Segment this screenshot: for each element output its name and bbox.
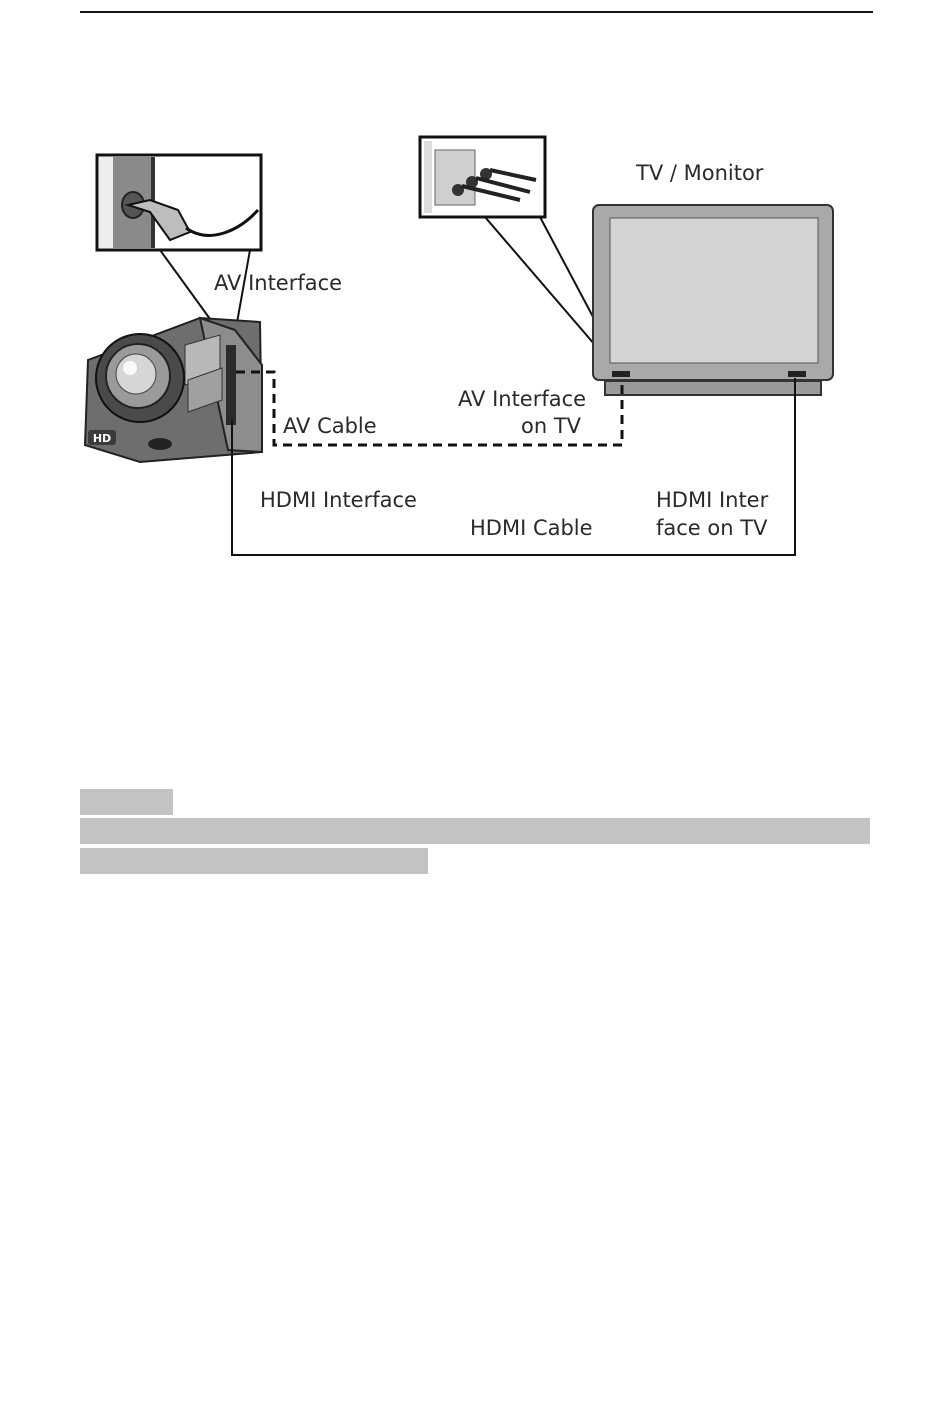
tv-monitor-icon xyxy=(593,205,833,395)
tv-inset-callout-line-right xyxy=(540,217,600,330)
av-interface-on-tv-label-line1: AV Interface xyxy=(458,387,587,411)
connection-diagram xyxy=(0,0,950,600)
tv-monitor-label: TV / Monitor xyxy=(636,161,764,185)
av-cable-label: AV Cable xyxy=(283,414,377,438)
camera-icon xyxy=(85,318,262,462)
hdmi-cable-label: HDMI Cable xyxy=(470,516,593,540)
redacted-heading xyxy=(80,789,173,815)
camera-av-port-inset xyxy=(97,155,261,250)
camera-hd-badge: HD xyxy=(92,432,112,445)
av-interface-label: AV Interface xyxy=(214,271,343,295)
hdmi-interface-on-tv-label-line1: HDMI Inter xyxy=(656,488,769,512)
hdmi-interface-on-tv-label-line2: face on TV xyxy=(656,516,768,540)
tv-av-port-inset xyxy=(420,137,545,217)
tv-inset-callout-line-left xyxy=(485,217,595,345)
av-interface-on-tv-label-line2: on TV xyxy=(521,414,582,438)
hdmi-interface-label: HDMI Interface xyxy=(260,488,417,512)
redacted-text-line-1 xyxy=(80,818,870,844)
redacted-text-line-2 xyxy=(80,848,428,874)
